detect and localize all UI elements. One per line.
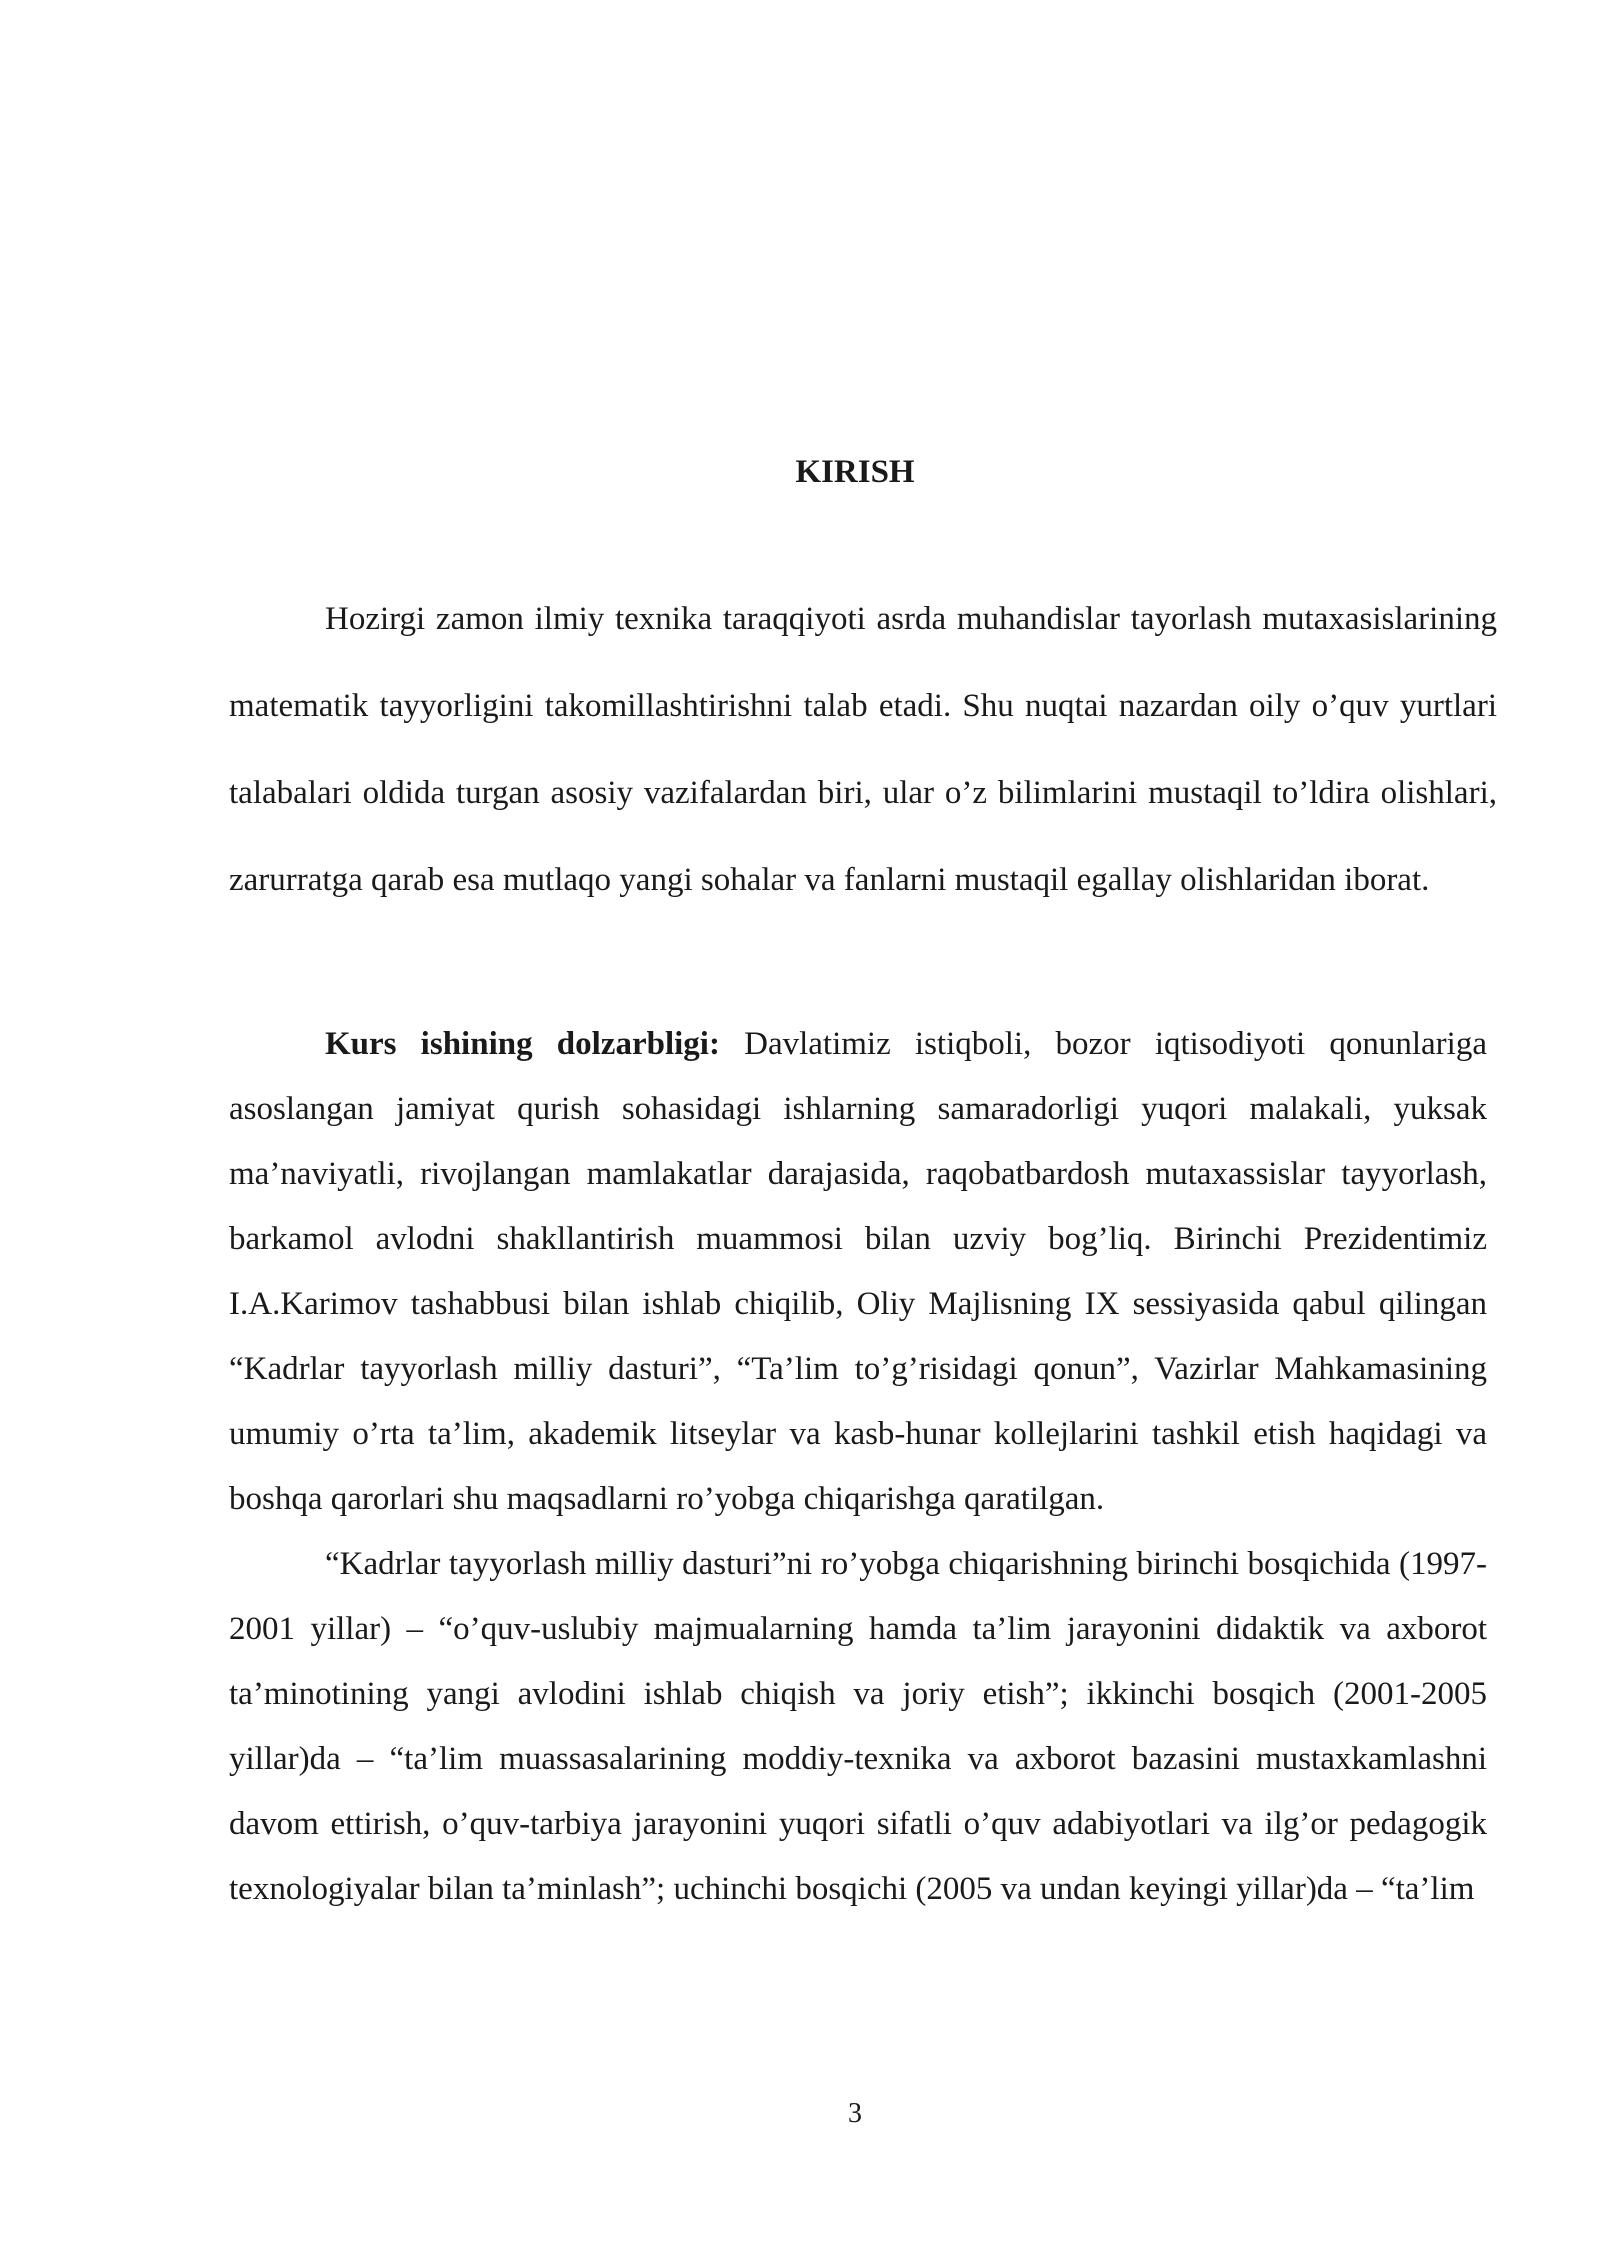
intro-paragraph-block: [229, 576, 1497, 924]
paragraph-intro: Hozirgi zamon ilmiy texnika taraqqiyoti asrda muhandislar tayorlash mutaxasislarining matematik tayyorligini takomillashtirishni talab etadi. Shu nuqtai nazardan oily o’quv yurtlari talabalari oldida turgan asosiy vazifalardan biri, ular o’z bilimlarini mustaqil to’ldira olishlari, zarurratga qarab esa mutlaqo yangi sohalar va fanlarni mustaqil egallay olishlaridan iborat.: [229, 601, 1497, 898]
paragraph-relevance-text: Davlatimiz istiqboli, bozor iqtisodiyoti qonunlariga asoslangan jamiyat qurish sohasidagi ishlarning samaradorligi yuqori malakali, yuksak ma’naviyatli, rivojlangan mamlakatlar darajasida, raqobatbardosh mutaxassislar tayyorlash, barkamol avlodni shakllantirish muammosi bilan uzviy bog’liq. Birinchi Prezidentimiz I.A.Karimov tashabbusi bilan ishlab chiqilib, Oliy Majlisning IX sessiyasida qabul qilingan “Kadrlar tayyorlash milliy dasturi”, “Ta’lim to’g’risidagi qonun”, Vazirlar Mahkamasining umumiy o’rta ta’lim, akademik litseylar va kasb-hunar kollejlarini tashkil etish haqidagi va boshqa qarorlari shu maqsadlarni ro’yobga chiqarishga qaratilgan.: [229, 1026, 1487, 1517]
section-heading: KIRISH: [795, 454, 915, 490]
paragraph-relevance: [229, 1012, 1487, 1532]
paragraph-lead: Kurs ishining dolzarbligi:: [325, 1026, 720, 1062]
paragraph-program-stages: “Kadrlar tayyorlash milliy dasturi”ni ro’yobga chiqarishning birinchi bosqichida (1997-2001 yillar) – “o’quv-uslubiy majmualarning hamda ta’lim jarayonini didaktik va axborot ta’minotining yangi avlodini ishlab chiqish va joriy etish”; ikkinchi bosqich (2001-2005 yillar)da – “ta’lim muassasalarining moddiy-texnika va axborot bazasini mustaxkamlashni davom ettirish, o’quv-tarbiya jarayonini yuqori sifatli o’quv adabiyotlari va ilg’or pedagogik texnologiyalar bilan ta’minlash”; uchinchi bosqichi (2005 va undan keyingi yillar)da – “ta’lim: [229, 1546, 1487, 1907]
body-paragraph-block: [229, 1012, 1487, 1922]
page-number: 3: [848, 2098, 862, 2129]
